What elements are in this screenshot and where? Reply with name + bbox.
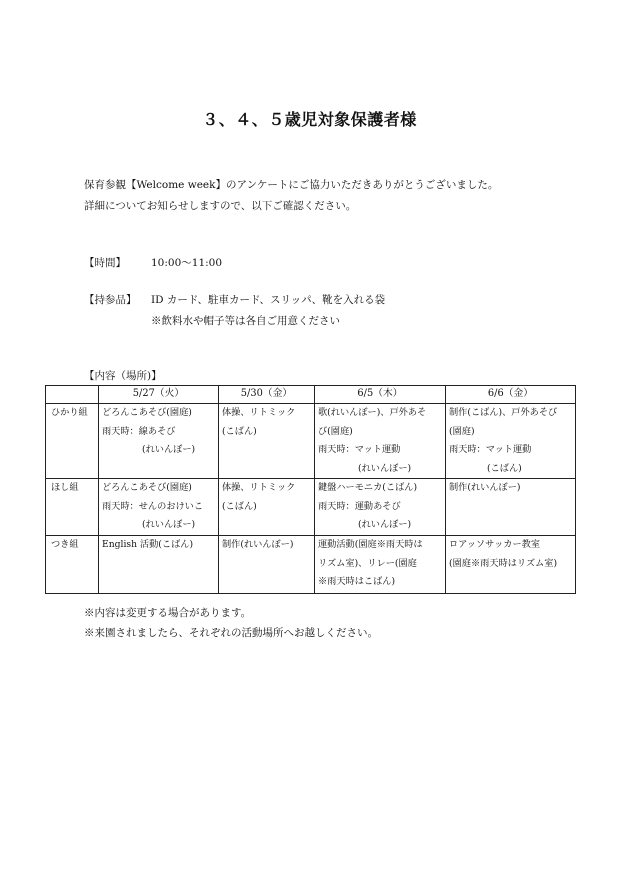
- table-cell: [315, 479, 446, 536]
- table-cell: [446, 404, 576, 479]
- date-header: 5/30（金）: [219, 386, 315, 404]
- table-cell: [219, 536, 315, 594]
- group-name: ひかり組: [46, 404, 99, 479]
- table-cell: [99, 536, 219, 594]
- table-cell: [99, 404, 219, 479]
- cell-line: (こばん): [222, 500, 257, 512]
- cell-line: 運動活動(園庭※雨天時は: [318, 539, 423, 550]
- note-line-2: ※来園されましたら、それぞれの活動場所へお越しください。: [84, 627, 378, 639]
- table-cell: [446, 536, 576, 594]
- schedule-header-row: [46, 386, 576, 404]
- cell-line: 鍵盤ハーモニカ(こばん): [318, 482, 418, 493]
- table-cell: [219, 404, 315, 479]
- cell-line: 制作(れいんぼー): [222, 539, 294, 550]
- cell-line: (こばん): [222, 425, 257, 437]
- table-row: [46, 479, 576, 536]
- cell-line: リズム室)、リレー(園庭: [318, 557, 417, 569]
- cell-line: 歌(れいんぼー)、戸外あそ: [318, 407, 427, 418]
- cell-line: 体操、リトミック: [222, 482, 296, 493]
- cell-line: (園庭): [449, 425, 475, 437]
- content-heading: 【内容（場所)】: [84, 370, 162, 382]
- cell-line: (園庭※雨天時はリズム室): [449, 557, 558, 569]
- cell-line: 雨天時：マット運動: [318, 444, 401, 455]
- table-row: [46, 536, 576, 594]
- table-cell: [99, 479, 219, 536]
- date-header: 6/6（金）: [446, 386, 576, 404]
- table-cell: [315, 536, 446, 594]
- cell-line: 制作(こばん)、戸外あそび: [449, 407, 558, 418]
- cell-line: ※雨天時はこばん): [318, 576, 396, 587]
- cell-line: 雨天時：せんのおけいこ: [102, 500, 204, 512]
- cell-line: ロアッソサッカー教室: [449, 539, 541, 550]
- cell-line: どろんこあそび(園庭): [102, 482, 192, 493]
- cell-line: 雨天時：運動あそび: [318, 500, 401, 512]
- cell-line: 雨天時：線あそび: [102, 425, 176, 437]
- page-title: ３、４、５歳児対象保護者様: [202, 110, 417, 129]
- cell-line: (こばん): [487, 462, 522, 474]
- time-label: 【時間】: [84, 257, 126, 269]
- cell-line: 雨天時：マット運動: [449, 444, 532, 455]
- cell-line: どろんこあそび(園庭): [102, 407, 192, 418]
- corner-cell: [46, 386, 99, 404]
- table-row: [46, 404, 576, 479]
- items-value: ID カード、駐車カード、スリッパ、靴を入れる袋: [151, 294, 386, 306]
- intro-line-2: 詳細についてお知らせしますので、以下ご確認ください。: [84, 200, 357, 212]
- cell-line: 制作(れいんぼー): [449, 482, 521, 493]
- date-header: 6/5（木）: [315, 386, 446, 404]
- time-value: 10:00～11:00: [151, 257, 223, 269]
- cell-line: び(園庭): [318, 425, 353, 437]
- cell-line: (れいんぼー): [358, 519, 412, 530]
- table-cell: [219, 479, 315, 536]
- cell-line: (れいんぼー): [142, 444, 196, 455]
- cell-line: (れいんぼー): [358, 462, 412, 474]
- items-note: ※飲料水や帽子等は各自ご用意ください: [151, 315, 340, 327]
- cell-line: (れいんぼー): [142, 519, 196, 530]
- group-name: つき組: [46, 536, 99, 594]
- group-name: ほし組: [46, 479, 99, 536]
- table-cell: [315, 404, 446, 479]
- note-line-1: ※内容は変更する場合があります。: [84, 607, 252, 619]
- cell-line: 体操、リトミック: [222, 407, 296, 418]
- schedule-table: [45, 385, 576, 594]
- date-header: 5/27（火）: [99, 386, 219, 404]
- intro-line-1: 保育参観【Welcome week】のアンケートにご協力いただきありがとうございました。: [84, 179, 499, 191]
- cell-line: English 活動(こばん): [102, 539, 194, 550]
- items-label: 【持参品】: [84, 294, 137, 306]
- table-cell: [446, 479, 576, 536]
